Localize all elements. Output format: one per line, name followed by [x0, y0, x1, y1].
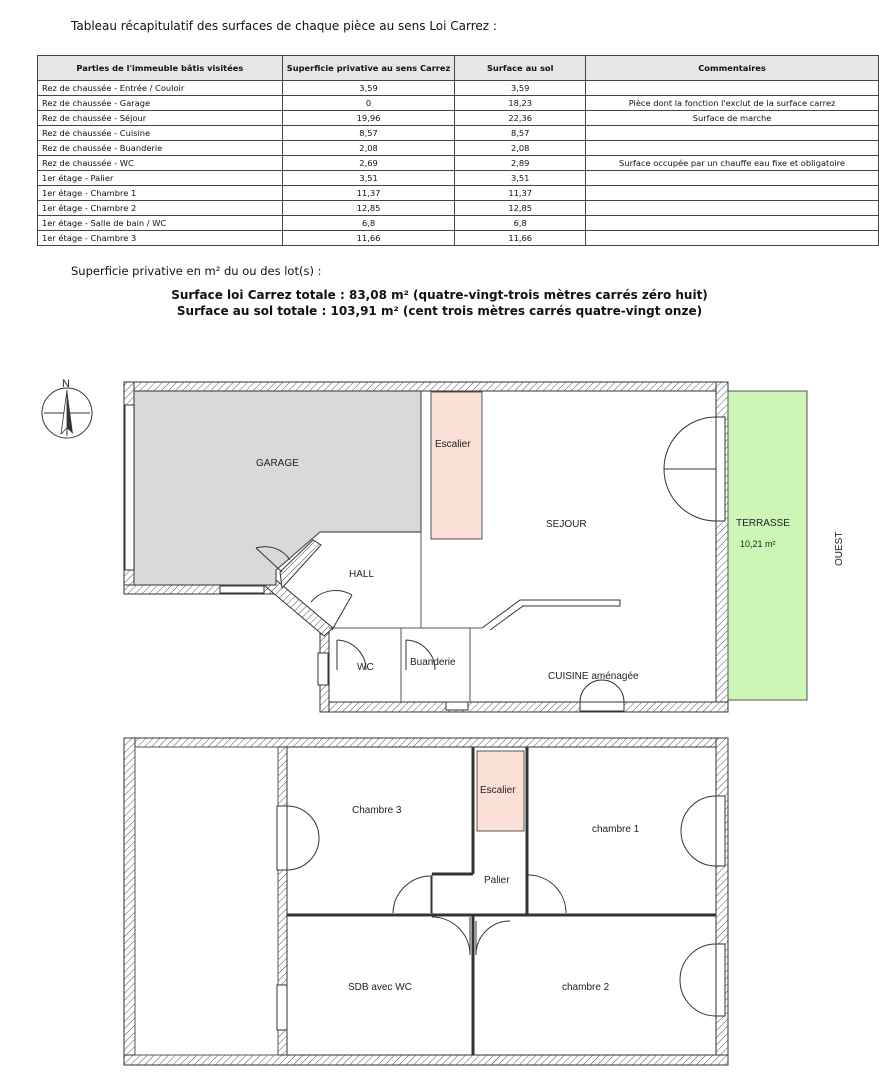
total-carrez: Surface loi Carrez totale : 83,08 m² (quatre-vingt-trois mètres carrés zéro huit) [171, 288, 708, 302]
cell-carrez: 6,8 [282, 216, 455, 231]
cell-sol: 3,51 [455, 171, 586, 186]
total-sol: Surface au sol totale : 103,91 m² (cent trois mètres carrés quatre-vingt onze) [176, 304, 703, 318]
cell-room: Rez de chaussée - WC [38, 156, 283, 171]
cell-sol: 2,08 [455, 141, 586, 156]
cell-room: 1er étage - Palier [38, 171, 283, 186]
cell-room: Rez de chaussée - Cuisine [38, 126, 283, 141]
cell-carrez: 12,85 [282, 201, 455, 216]
cell-room: 1er étage - Chambre 2 [38, 201, 283, 216]
superficie-label: Superficie privative en m² du ou des lot(s) : [71, 264, 322, 278]
cell-carrez: 2,69 [282, 156, 455, 171]
cell-comment: Surface de marche [586, 111, 879, 126]
cell-sol: 3,59 [455, 81, 586, 96]
cell-carrez: 8,57 [282, 126, 455, 141]
compass-north-label: N [62, 378, 70, 390]
table-title: Tableau récapitulatif des surfaces de chaque pièce au sens Loi Carrez : [71, 19, 497, 33]
chambre3-label: Chambre 3 [352, 805, 402, 816]
sdb-label: SDB avec WC [348, 982, 412, 993]
buanderie-label: Buanderie [410, 657, 456, 668]
upper-floor [124, 738, 728, 1065]
cell-sol: 18,23 [455, 96, 586, 111]
cell-room: Rez de chaussée - Séjour [38, 111, 283, 126]
void-area [135, 747, 278, 1055]
cell-comment: Surface occupée par un chauffe eau fixe et obligatoire [586, 156, 879, 171]
header-parties: Parties de l'immeuble bâtis visitées [38, 56, 283, 81]
cell-sol: 11,37 [455, 186, 586, 201]
cell-room: Rez de chaussée - Buanderie [38, 141, 283, 156]
escalier-upper-label: Escalier [480, 785, 516, 796]
cell-room: Rez de chaussée - Entrée / Couloir [38, 81, 283, 96]
cell-sol: 6,8 [455, 216, 586, 231]
terrasse-label: TERRASSE [736, 518, 790, 529]
palier-label: Palier [484, 875, 510, 886]
cell-room: 1er étage - Chambre 1 [38, 186, 283, 201]
cell-comment: Pièce dont la fonction l'exclut de la surface carrez [586, 96, 879, 111]
header-sol: Surface au sol [455, 56, 586, 81]
terrasse-area: 10,21 m² [740, 539, 776, 549]
cell-carrez: 3,59 [282, 81, 455, 96]
cell-carrez: 11,37 [282, 186, 455, 201]
orientation-label: OUEST [834, 531, 845, 566]
wc-label: WC [357, 662, 374, 673]
cell-carrez: 19,96 [282, 111, 455, 126]
garage-label: GARAGE [256, 458, 299, 469]
ground-floor [124, 382, 807, 712]
cell-room: 1er étage - Salle de bain / WC [38, 216, 283, 231]
hall-label: HALL [349, 569, 375, 580]
cell-sol: 2,89 [455, 156, 586, 171]
sejour-label: SEJOUR [546, 519, 587, 530]
cell-carrez: 3,51 [282, 171, 455, 186]
cuisine-label: CUISINE aménagée [548, 671, 639, 682]
cell-sol: 12,85 [455, 201, 586, 216]
header-commentaires: Commentaires [586, 56, 879, 81]
escalier-label: Escalier [435, 439, 471, 450]
cell-room: Rez de chaussée - Garage [38, 96, 283, 111]
chambre2-label: chambre 2 [562, 982, 610, 993]
chambre1-label: chambre 1 [592, 824, 640, 835]
cell-carrez: 11,66 [282, 231, 455, 246]
cell-room: 1er étage - Chambre 3 [38, 231, 283, 246]
staircase-ground [431, 392, 482, 539]
cell-sol: 8,57 [455, 126, 586, 141]
cell-sol: 11,66 [455, 231, 586, 246]
compass-icon [42, 378, 92, 438]
header-carrez: Superficie privative au sens Carrez [282, 56, 455, 81]
cell-carrez: 0 [282, 96, 455, 111]
cell-carrez: 2,08 [282, 141, 455, 156]
garage-room [134, 391, 421, 585]
cell-sol: 22,36 [455, 111, 586, 126]
